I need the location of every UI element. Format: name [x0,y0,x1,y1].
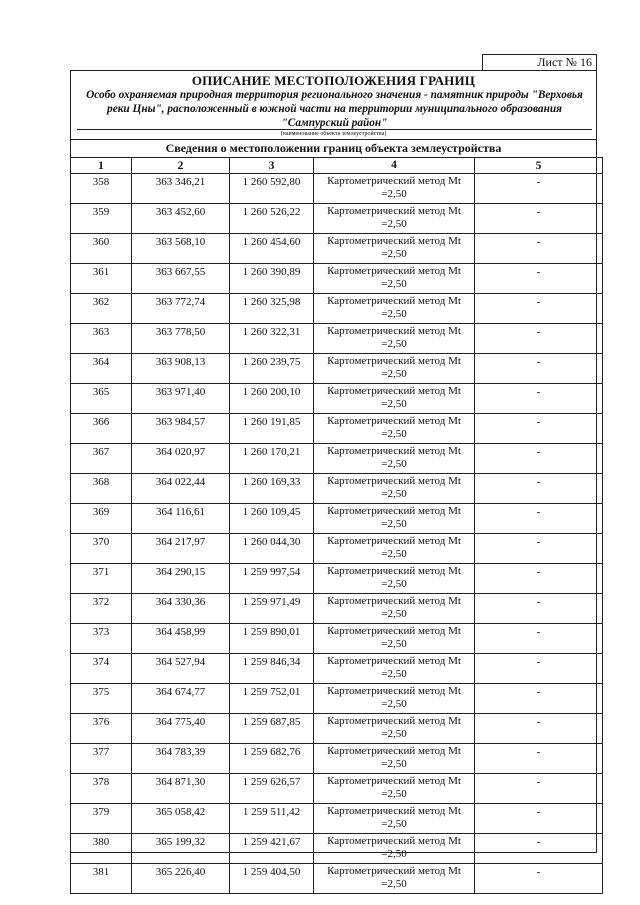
x-coordinate-cell: 364 330,36 [132,594,230,624]
y-coordinate-cell: 1 260 044,30 [230,534,314,564]
y-coordinate-cell: 1 259 971,49 [230,594,314,624]
method-line-2: =2,50 [381,758,407,770]
description-cell: - [475,714,603,744]
table-row [71,744,603,774]
method-line-2: =2,50 [381,698,407,710]
document-title: ОПИСАНИЕ МЕСТОПОЛОЖЕНИЯ ГРАНИЦ [191,73,476,88]
description-cell: - [475,384,603,414]
table-row [71,294,603,324]
description-cell: - [475,444,603,474]
column-header-5: 5 [475,158,603,174]
table-row [71,174,603,204]
x-coordinate-cell: 365 226,40 [132,864,230,894]
point-number-cell: 361 [71,264,132,294]
point-number-cell: 372 [71,594,132,624]
x-coordinate-cell: 365 058,42 [132,804,230,834]
description-cell: - [475,564,603,594]
method-line-2: =2,50 [381,578,407,590]
description-cell: - [475,624,603,654]
x-coordinate-cell: 364 022,44 [132,474,230,504]
method-line-1: Картометрический метод Mt [327,745,461,757]
table-row [71,804,603,834]
point-number-cell: 363 [71,324,132,354]
description-cell: - [475,654,603,684]
method-line-1: Картометрический метод Mt [327,655,461,667]
method-line-1: Картометрический метод Mt [327,535,461,547]
method-cell [314,174,475,204]
method-line-2: =2,50 [381,428,407,440]
table-row [71,654,603,684]
method-cell [314,324,475,354]
method-line-2: =2,50 [381,368,407,380]
table-row [71,414,603,444]
object-name: Особо охраняемая природная территория регионального значения - памятник природы "Верховья реки Цны", расположенный в южной части на территории муниципального образования "Сампурский район" [86,89,583,129]
method-line-2: =2,50 [381,338,407,350]
point-number-cell: 368 [71,474,132,504]
method-cell [314,624,475,654]
description-cell: - [475,804,603,834]
point-number-cell: 369 [71,504,132,534]
x-coordinate-cell: 364 217,97 [132,534,230,564]
description-cell: - [475,354,603,384]
method-line-2: =2,50 [381,518,407,530]
table-row [71,684,603,714]
method-line-2: =2,50 [381,728,407,740]
x-coordinate-cell: 363 568,10 [132,234,230,264]
point-number-cell: 380 [71,834,132,864]
method-line-1: Картометрический метод Mt [327,625,461,637]
table-row [71,834,603,864]
y-coordinate-cell: 1 260 325,98 [230,294,314,324]
description-cell: - [475,234,603,264]
x-coordinate-cell: 364 871,30 [132,774,230,804]
method-cell [314,864,475,894]
description-cell: - [475,864,603,894]
method-line-2: =2,50 [381,548,407,560]
y-coordinate-cell: 1 259 511,42 [230,804,314,834]
table-row [71,534,603,564]
table-header-row [71,158,603,174]
point-number-cell: 358 [71,174,132,204]
method-line-1: Картометрический метод Mt [327,415,461,427]
method-line-1: Картометрический метод Mt [327,325,461,337]
y-coordinate-cell: 1 260 526,22 [230,204,314,234]
method-cell [314,444,475,474]
description-cell: - [475,474,603,504]
method-line-2: =2,50 [381,818,407,830]
method-line-2: =2,50 [381,188,407,200]
column-header-4: 4 [314,158,475,174]
method-cell [314,204,475,234]
point-number-cell: 364 [71,354,132,384]
description-cell: - [475,504,603,534]
x-coordinate-cell: 364 775,40 [132,714,230,744]
y-coordinate-cell: 1 260 390,89 [230,264,314,294]
method-line-2: =2,50 [381,668,407,680]
x-coordinate-cell: 363 984,57 [132,414,230,444]
method-cell [314,534,475,564]
method-line-1: Картометрический метод Mt [327,205,461,217]
point-number-cell: 365 [71,384,132,414]
method-line-1: Картометрический метод Mt [327,265,461,277]
description-cell: - [475,834,603,864]
table-row [71,504,603,534]
x-coordinate-cell: 363 908,13 [132,354,230,384]
method-line-1: Картометрический метод Mt [327,385,461,397]
method-line-1: Картометрический метод Mt [327,295,461,307]
point-number-cell: 378 [71,774,132,804]
table-row [71,624,603,654]
coordinates-table [70,157,603,894]
method-cell [314,804,475,834]
method-line-1: Картометрический метод Mt [327,715,461,727]
x-coordinate-cell: 364 020,97 [132,444,230,474]
method-line-2: =2,50 [381,788,407,800]
description-cell: - [475,294,603,324]
method-cell [314,414,475,444]
method-line-2: =2,50 [381,488,407,500]
y-coordinate-cell: 1 260 592,80 [230,174,314,204]
table-row [71,354,603,384]
point-number-cell: 371 [71,564,132,594]
y-coordinate-cell: 1 260 239,75 [230,354,314,384]
method-line-1: Картометрический метод Mt [327,805,461,817]
method-cell [314,474,475,504]
method-cell [314,594,475,624]
description-cell: - [475,744,603,774]
method-cell [314,684,475,714]
point-number-cell: 360 [71,234,132,264]
method-line-1: Картометрический метод Mt [327,355,461,367]
method-line-2: =2,50 [381,878,407,890]
method-line-2: =2,50 [381,638,407,650]
method-cell [314,654,475,684]
method-line-2: =2,50 [381,218,407,230]
column-header-1: 1 [71,158,132,174]
x-coordinate-cell: 363 971,40 [132,384,230,414]
table-row [71,444,603,474]
description-cell: - [475,204,603,234]
x-coordinate-cell: 364 527,94 [132,654,230,684]
x-coordinate-cell: 363 772,74 [132,294,230,324]
point-number-cell: 367 [71,444,132,474]
table-row [71,324,603,354]
y-coordinate-cell: 1 260 109,45 [230,504,314,534]
table-row [71,234,603,264]
point-number-cell: 366 [71,414,132,444]
y-coordinate-cell: 1 259 890,01 [230,624,314,654]
table-row [71,564,603,594]
method-cell [314,264,475,294]
table-row [71,774,603,804]
method-cell [314,234,475,264]
method-line-2: =2,50 [381,278,407,290]
x-coordinate-cell: 363 346,21 [132,174,230,204]
point-number-cell: 362 [71,294,132,324]
method-line-1: Картометрический метод Mt [327,685,461,697]
method-line-1: Картометрический метод Mt [327,175,461,187]
point-number-cell: 359 [71,204,132,234]
y-coordinate-cell: 1 259 752,01 [230,684,314,714]
y-coordinate-cell: 1 260 200,10 [230,384,314,414]
point-number-cell: 373 [71,624,132,654]
column-header-3: 3 [230,158,314,174]
x-coordinate-cell: 363 667,55 [132,264,230,294]
table-row [71,594,603,624]
method-cell [314,714,475,744]
method-line-1: Картометрический метод Mt [327,865,461,877]
method-line-1: Картометрический метод Mt [327,445,461,457]
y-coordinate-cell: 1 260 170,21 [230,444,314,474]
point-number-cell: 374 [71,654,132,684]
description-cell: - [475,174,603,204]
method-line-1: Картометрический метод Mt [327,475,461,487]
section-divider [71,139,596,140]
y-coordinate-cell: 1 259 687,85 [230,714,314,744]
method-cell [314,354,475,384]
x-coordinate-cell: 364 458,99 [132,624,230,654]
y-coordinate-cell: 1 259 626,57 [230,774,314,804]
x-coordinate-cell: 365 199,32 [132,834,230,864]
x-coordinate-cell: 364 783,39 [132,744,230,774]
method-cell [314,294,475,324]
point-number-cell: 375 [71,684,132,714]
method-line-1: Картометрический метод Mt [327,775,461,787]
y-coordinate-cell: 1 259 682,76 [230,744,314,774]
table-row [71,204,603,234]
document-frame [70,70,597,890]
description-cell: - [475,414,603,444]
description-cell: - [475,684,603,714]
method-line-1: Картометрический метод Mt [327,565,461,577]
y-coordinate-cell: 1 260 454,60 [230,234,314,264]
method-line-1: Картометрический метод Mt [327,235,461,247]
table-row [71,384,603,414]
method-line-2: =2,50 [381,308,407,320]
object-name-caption: (наименование объекта землеустройства) [280,131,387,137]
method-line-1: Картометрический метод Mt [327,835,461,847]
x-coordinate-cell: 364 674,77 [132,684,230,714]
table-row [71,474,603,504]
y-coordinate-cell: 1 259 404,50 [230,864,314,894]
method-line-2: =2,50 [381,458,407,470]
description-cell: - [475,774,603,804]
method-line-1: Картометрический метод Mt [327,505,461,517]
x-coordinate-cell: 364 290,15 [132,564,230,594]
point-number-cell: 370 [71,534,132,564]
table-row [71,864,603,894]
x-coordinate-cell: 363 778,50 [132,324,230,354]
description-cell: - [475,264,603,294]
method-line-2: =2,50 [381,248,407,260]
section-title: Сведения о местоположении границ объекта землеустройства [165,141,502,155]
method-line-2: =2,50 [381,848,407,860]
x-coordinate-cell: 363 452,60 [132,204,230,234]
method-cell [314,384,475,414]
y-coordinate-cell: 1 259 421,67 [230,834,314,864]
method-line-2: =2,50 [381,608,407,620]
y-coordinate-cell: 1 259 846,34 [230,654,314,684]
y-coordinate-cell: 1 260 322,31 [230,324,314,354]
point-number-cell: 376 [71,714,132,744]
description-cell: - [475,324,603,354]
method-cell [314,834,475,864]
description-cell: - [475,534,603,564]
table-row [71,714,603,744]
method-cell [314,504,475,534]
point-number-cell: 379 [71,804,132,834]
sheet-number: Лист № 16 [482,54,597,70]
point-number-cell: 377 [71,744,132,774]
method-line-1: Картометрический метод Mt [327,595,461,607]
y-coordinate-cell: 1 259 997,54 [230,564,314,594]
method-line-2: =2,50 [381,398,407,410]
description-cell: - [475,594,603,624]
point-number-cell: 381 [71,864,132,894]
y-coordinate-cell: 1 260 191,85 [230,414,314,444]
table-row [71,264,603,294]
method-cell [314,564,475,594]
method-cell [314,744,475,774]
method-cell [314,774,475,804]
y-coordinate-cell: 1 260 169,33 [230,474,314,504]
x-coordinate-cell: 364 116,61 [132,504,230,534]
column-header-2: 2 [132,158,230,174]
